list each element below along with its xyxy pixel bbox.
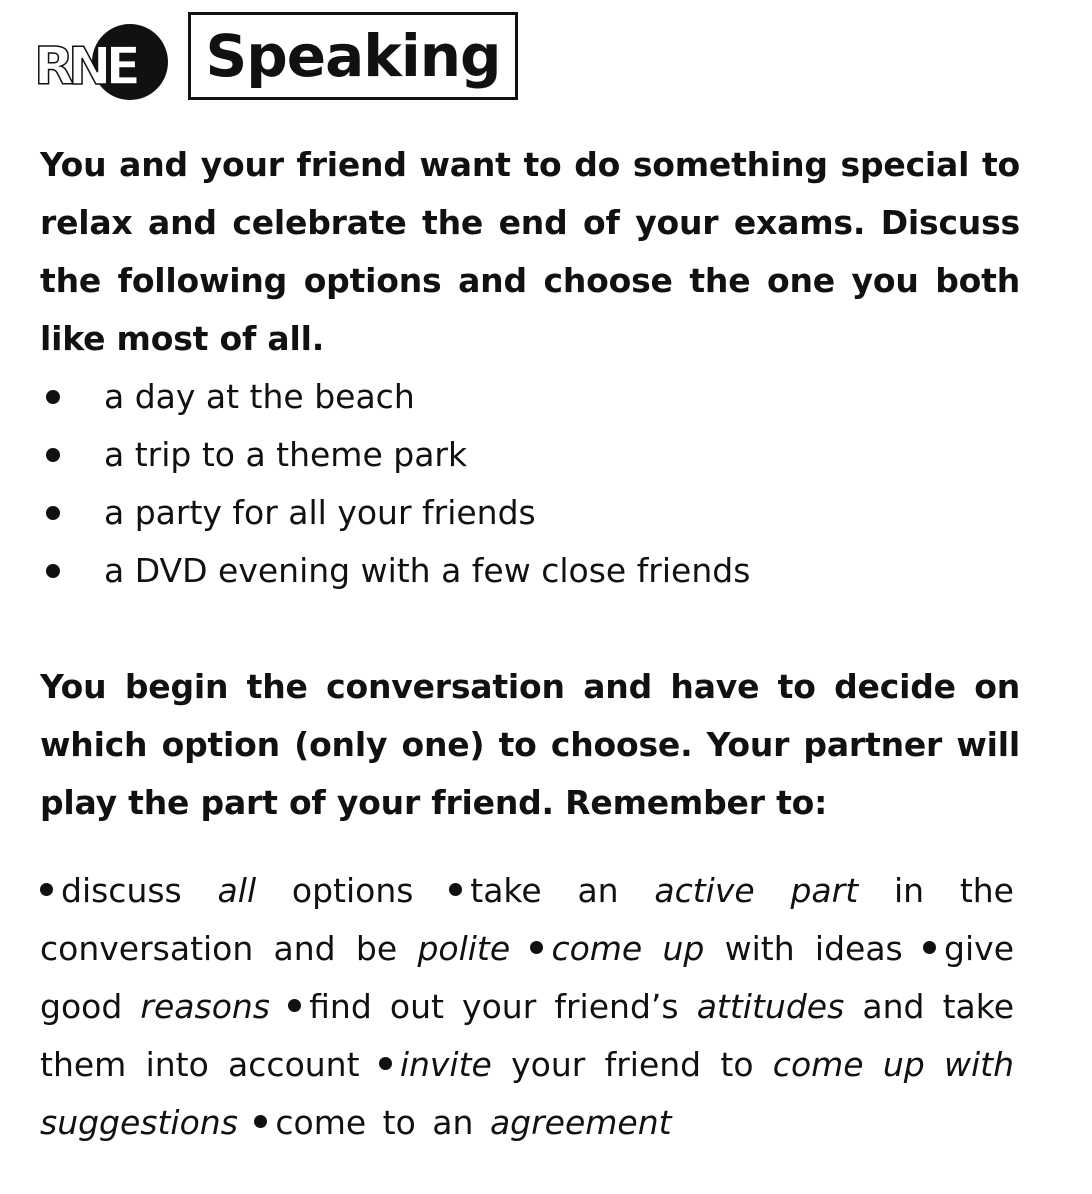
reminder-text: options — [256, 871, 414, 910]
reminder-item — [530, 929, 902, 968]
reminder-text: your friend to — [491, 1045, 773, 1084]
bullet-icon — [530, 941, 543, 954]
reminder-emphasis: invite — [399, 1045, 492, 1084]
reminder-emphasis: agreement — [489, 1103, 672, 1142]
reminder-text: come to an — [275, 1103, 490, 1142]
bullet-icon — [46, 448, 60, 462]
reminders-paragraph — [40, 862, 1014, 1152]
bullet-icon — [923, 941, 936, 954]
reminder-emphasis: polite — [417, 929, 511, 968]
reminder-text: give good — [40, 929, 1014, 1026]
reminder-emphasis: come up — [551, 929, 705, 968]
task-intro: You and your friend want to do something special to relax and celebrate the end of your exams. Discuss the following options and choose the one you both like most of all. — [40, 145, 1020, 358]
bullet-icon — [254, 1115, 267, 1128]
bullet-icon — [46, 390, 60, 404]
list-item — [40, 426, 1020, 484]
reminder-emphasis: attitudes — [696, 987, 845, 1026]
bullet-icon — [46, 506, 60, 520]
reminder-text: find out your friend’s — [309, 987, 697, 1026]
reminder-text: take an — [470, 871, 655, 910]
option-label: a trip to a theme park — [104, 435, 468, 474]
reminder-text: in the conversation and be — [40, 871, 1014, 968]
list-item — [40, 542, 1020, 600]
reminder-emphasis: come up with suggestions — [40, 1045, 1014, 1142]
reminder-emphasis: reasons — [140, 987, 270, 1026]
bullet-icon — [379, 1057, 392, 1070]
bullet-icon — [449, 883, 462, 896]
list-item — [40, 368, 1020, 426]
option-label: a party for all your friends — [104, 493, 536, 532]
reminder-text: with ideas — [704, 929, 903, 968]
reminder-text: and take them into account — [40, 987, 1015, 1084]
options-list — [40, 368, 1020, 600]
rne-logo — [30, 22, 170, 102]
task-instructions: You begin the conversation and have to decide on which option (only one) to choose. Your partner will play the part of your friend. Remember to: — [40, 667, 1020, 822]
option-label: a DVD evening with a few close friends — [104, 551, 751, 590]
bullet-icon — [46, 564, 60, 578]
bullet-icon — [40, 883, 53, 896]
bullet-icon — [288, 999, 301, 1012]
section-title: Speaking — [205, 22, 501, 90]
reminder-text: discuss — [61, 871, 218, 910]
option-label: a day at the beach — [104, 377, 415, 416]
svg-text:RNE: RNE — [34, 37, 136, 97]
reminder-emphasis: active part — [654, 871, 859, 910]
reminder-item — [40, 871, 413, 910]
reminder-emphasis: all — [217, 871, 257, 910]
section-title-box — [188, 12, 518, 100]
list-item — [40, 484, 1020, 542]
header — [30, 12, 550, 104]
reminder-item — [254, 1103, 671, 1142]
